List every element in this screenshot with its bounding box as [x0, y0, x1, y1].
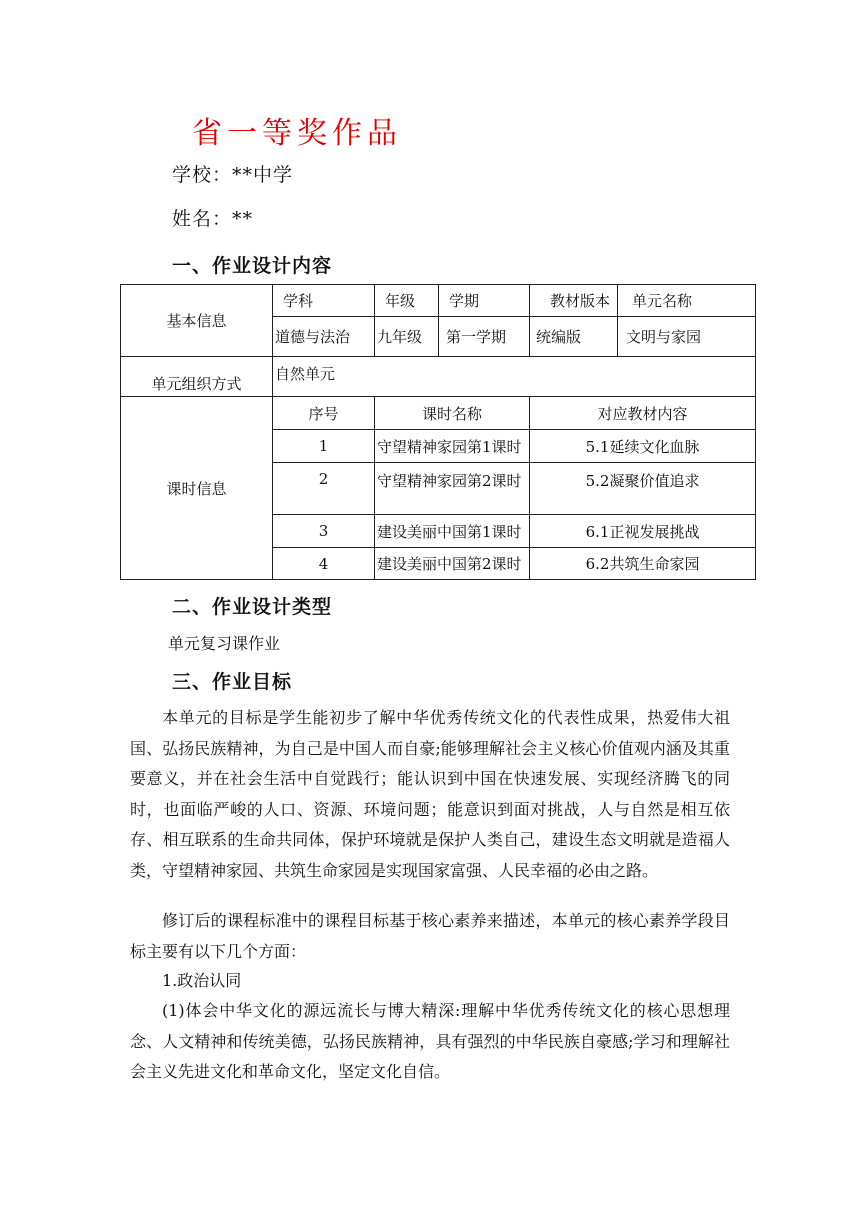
assignment-type-text: 单元复习课作业 [168, 634, 281, 653]
org-value: 自然单元 [273, 357, 756, 397]
header-grade: 年级 [375, 285, 439, 317]
goal-paragraph-3: (1)体会中华文化的源远流长与博大精深:理解中华优秀传统文化的核心思想理念、人文精神和传统美德，弘扬民族精神，具有强烈的中华民族自豪感;学习和理解社会主义先进文化和革命文化，坚定文化自信。 [130, 1001, 730, 1081]
lesson-header-content: 对应教材内容 [530, 397, 756, 430]
lesson-content: 6.2共筑生命家园 [530, 548, 756, 580]
header-unit-name: 单元名称 [618, 285, 756, 317]
lesson-name: 建设美丽中国第1课时 [375, 515, 530, 548]
goal-paragraph-1: 本单元的目标是学生能初步了解中华优秀传统文化的代表性成果，热爱伟大祖国、弘扬民族精神，为自己是中国人而自豪;能够理解社会主义核心价值观内涵及其重要意义，并在社会生活中自觉践行；能认识到中国在快速发展、实现经济腾飞的同时，也面临严峻的人口、资源、环境问题；能意识到面对挑战，人与自然是相互依存、相互联系的生命共同体，保护环境就是保护人类自己，建设生态文明就是造福人类，守望精神家园、共筑生命家园是实现国家富强、人民幸福的必由之路。 [130, 708, 730, 880]
value-term: 第一学期 [439, 317, 530, 357]
lesson-content: 6.1正视发展挑战 [530, 515, 756, 548]
lesson-no: 1 [273, 430, 375, 463]
lesson-info-label: 课时信息 [121, 397, 273, 580]
lesson-header-no: 序号 [273, 397, 375, 430]
section-3-heading: 三、作业目标 [172, 671, 293, 693]
table-row [121, 397, 756, 430]
section-2-heading: 二、作业设计类型 [172, 596, 333, 618]
lesson-name: 建设美丽中国第2课时 [375, 548, 530, 580]
school-line: 学校：**中学 [172, 164, 294, 186]
header-edition: 教材版本 [530, 285, 618, 317]
lesson-name: 守望精神家园第1课时 [375, 430, 530, 463]
list-item-political-identity: 1.政治认同 [162, 971, 242, 990]
basic-info-label: 基本信息 [121, 285, 273, 357]
value-subject: 道德与法治 [273, 317, 375, 357]
lesson-name: 守望精神家园第2课时 [375, 463, 530, 515]
lesson-header-name: 课时名称 [375, 397, 530, 430]
header-term: 学期 [439, 285, 530, 317]
award-title: 省一等奖作品 [192, 116, 402, 151]
assignment-info-table [120, 284, 756, 580]
section-1-heading: 一、作业设计内容 [172, 255, 333, 277]
org-label: 单元组织方式 [121, 357, 273, 397]
table-row [121, 285, 756, 317]
value-edition: 统编版 [530, 317, 618, 357]
lesson-no: 4 [273, 548, 375, 580]
goal-paragraph-2: 修订后的课程标准中的课程目标基于核心素养来描述，本单元的核心素养学段目标主要有以下几个方面： [130, 911, 730, 961]
lesson-no: 3 [273, 515, 375, 548]
lesson-content: 5.1延续文化血脉 [530, 430, 756, 463]
value-unit-name: 文明与家园 [618, 317, 756, 357]
header-subject: 学科 [273, 285, 375, 317]
lesson-no: 2 [273, 463, 375, 515]
table-row [121, 357, 756, 397]
name-line: 姓名：** [172, 208, 254, 230]
value-grade: 九年级 [375, 317, 439, 357]
lesson-content: 5.2凝聚价值追求 [530, 463, 756, 515]
